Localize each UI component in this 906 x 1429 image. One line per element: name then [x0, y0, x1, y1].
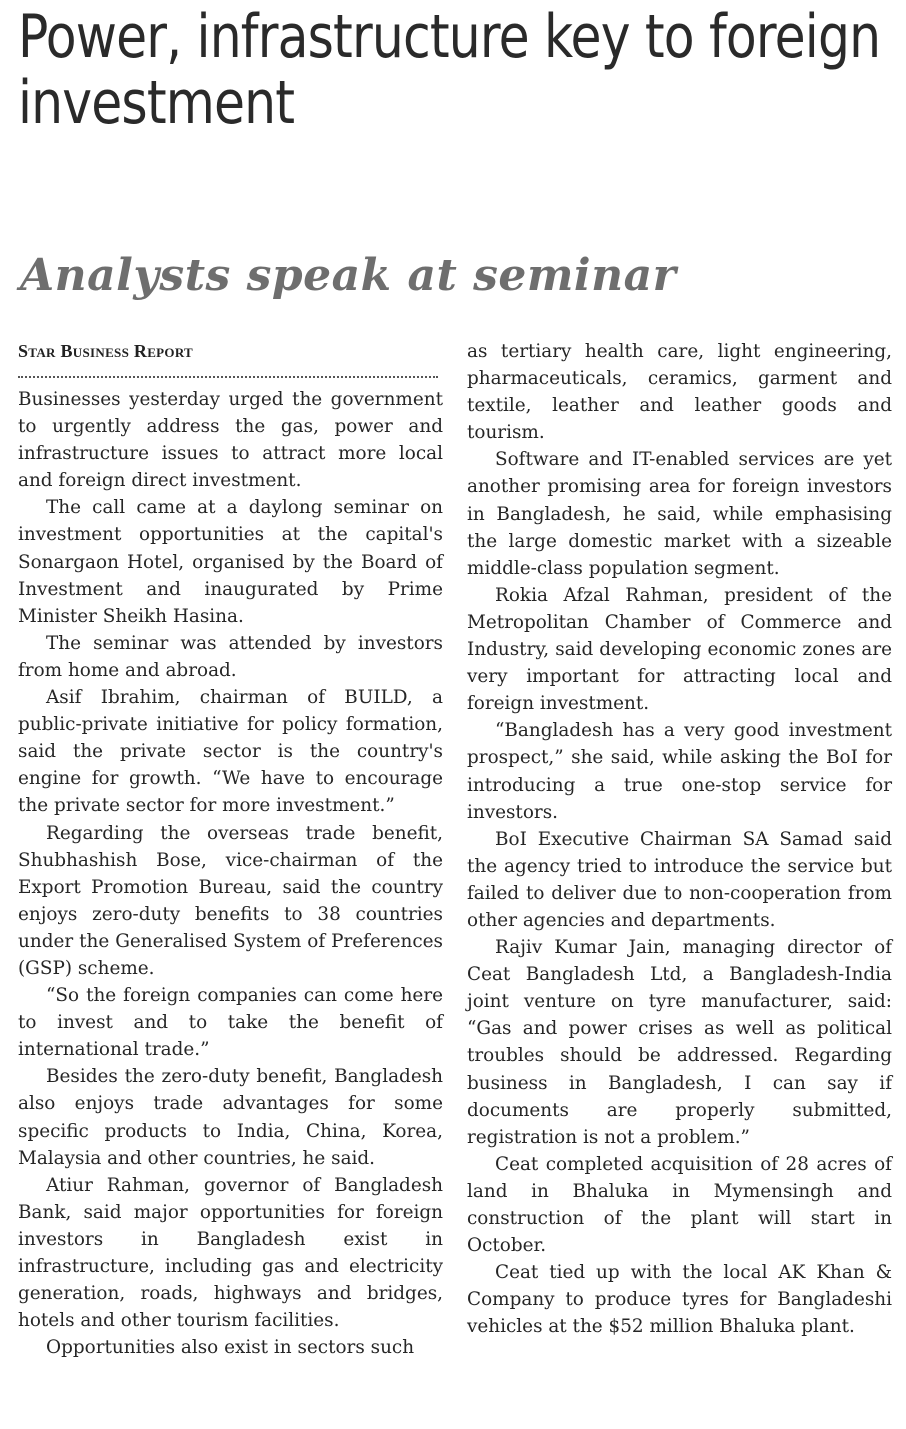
paragraph: Besides the zero-duty benefit, Bangladesh also enjoys trade advantages for some specific products to India, China, Korea, Malaysia and other countries, he said. [18, 1066, 443, 1169]
paragraph: BoI Executive Chairman SA Samad said the agency tried to introduce the service but failed to deliver due to non-cooperation from other agencies and departments. [467, 828, 892, 931]
byline: Star Business Report [18, 341, 194, 361]
paragraph: Opportunities also exist in sectors such [46, 1337, 415, 1359]
paragraph: “So the foreign companies can come here to invest and to take the benefit of international trade.” [18, 985, 443, 1061]
paragraph: Asif Ibrahim, chairman of BUILD, a public-private initiative for policy formation, said the private sector is the country's engine for growth. “We have to encourage the private sector for more investment.” [18, 687, 443, 817]
article-column-right [467, 338, 892, 1340]
paragraph: Ceat completed acquisition of 28 acres of land in Bhaluka in Mymensingh and construction of the plant will start in October. [467, 1153, 892, 1257]
paragraph-continued: as tertiary health care, light engineering, pharmaceuticals, ceramics, garment and textile, leather and leather goods and tourism. [467, 341, 892, 444]
paragraph: “Bangladesh has a very good investment prospect,” she said, while asking the BoI for introducing a true one-stop service for investors. [467, 720, 892, 823]
paragraph: Ceat tied up with the local AK Khan & Company to produce tyres for Bangladeshi vehicles at the $52 million Bhaluka plant. [467, 1262, 892, 1338]
paragraph: The seminar was attended by investors from home and abroad. [18, 632, 443, 681]
paragraph: Businesses yesterday urged the government to urgently address the gas, power and infrastructure issues to attract more local and foreign direct investment. [18, 389, 443, 492]
subheadline: Analysts speak at seminar [20, 250, 677, 301]
paragraph: Rajiv Kumar Jain, managing director of Ceat Bangladesh Ltd, a Bangladesh-India joint venture on tyre manufacturer, said: “Gas and power crises as well as political troubles should be addressed. Regarding business in Bangladesh, I can say if documents are properly submitted, registration is not a problem.” [467, 937, 892, 1148]
paragraph: The call came at a daylong seminar on investment opportunities at the capital's Sonargaon Hotel, organised by the Board of Investment and inaugurated by Prime Minister Sheikh Hasina. [18, 497, 443, 627]
headline: Power, infrastructure key to foreign investment [18, 2, 881, 138]
paragraph: Atiur Rahman, governor of Bangladesh Bank, said major opportunities for foreign investors in Bangladesh exist in infrastructure, including gas and electricity generation, roads, highways and bridges, hotels and other tourism facilities. [18, 1174, 443, 1332]
paragraph: Rokia Afzal Rahman, president of the Metropolitan Chamber of Commerce and Industry, said developing economic zones are very important for attracting local and foreign investment. [467, 584, 892, 715]
byline-divider [18, 364, 438, 378]
paragraph: Regarding the overseas trade benefit, Shubhashish Bose, vice-chairman of the Export Promotion Bureau, said the country enjoys zero-duty benefits to 38 countries under the Generalised System of Preferences (GSP) scheme. [18, 822, 443, 979]
paragraph: Software and IT-enabled services are yet another promising area for foreign investors in Bangladesh, he said, while emphasising the large domestic market with a sizeable middle-class population segment. [467, 449, 892, 579]
article-column-left [18, 338, 443, 1361]
